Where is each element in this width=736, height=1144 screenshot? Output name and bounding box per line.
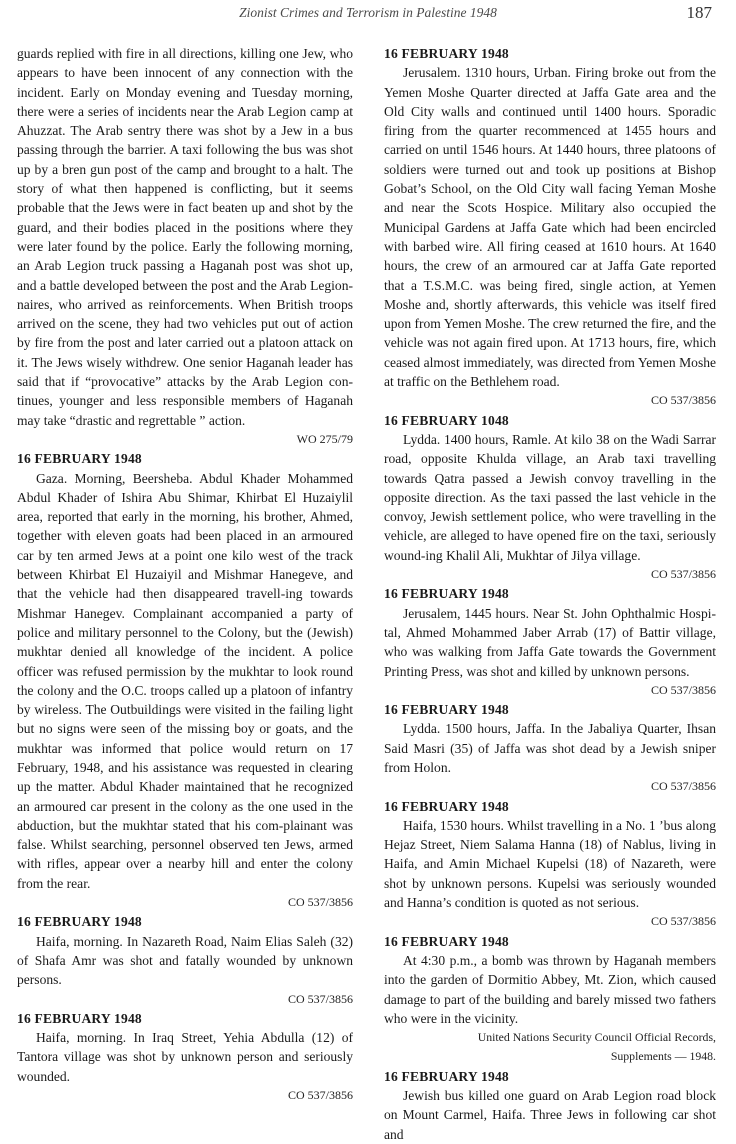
entry-date: 16 FEBRUARY 1948 — [384, 1068, 509, 1084]
entry — [384, 584, 716, 700]
archive-reference: CO 537/3856 — [650, 779, 716, 794]
entry-text: Jewish bus killed one guard on Arab Legion road block on Mount Carmel, Haifa. Three Jews in following car shot and — [384, 1088, 716, 1142]
entry-text: Haifa, morning. In Nazareth Road, Naim Elias Saleh (32) of Shafa Amr was shot and fatally wounded by unknown persons. — [17, 933, 353, 988]
entry — [384, 932, 716, 1067]
entry — [384, 44, 716, 411]
entry-text: Lydda. 1500 hours, Jaffa. In the Jabaliya Quarter, Ihsan Said Masri (35) of Jaffa was shot dead by a Jewish sniper from Holon. — [384, 721, 716, 775]
entry-date: 16 FEBRUARY 1948 — [384, 702, 509, 718]
right-column — [384, 44, 716, 1144]
source-citation: Supplements — 1948. — [610, 1049, 716, 1064]
entry-date: 16 FEBRUARY 1948 — [17, 1010, 142, 1026]
archive-reference: CO 537/3856 — [650, 914, 716, 929]
entry-date: 16 FEBRUARY 1948 — [384, 586, 509, 602]
entry-text: Lydda. 1400 hours, Ramle. At kilo 38 on the Wadi Sarrar road, opposite Khulda village, an Arab taxi travelling towards Qatra passed a Jewish convoy travelling in the opposite direction. As the taxi passed the last vehicle in the convoy, Jewish settlement police, who were travelling in the vehicle, are alleged to have opened fire on the taxi, seriously wound-ing Khalil Ali, Mukhtar of Jilya village. — [384, 431, 716, 563]
source-citation: United Nations Security Council Official Records, — [477, 1030, 716, 1045]
page-header — [0, 0, 736, 36]
archive-reference: CO 537/3856 — [287, 1088, 353, 1103]
entry — [384, 411, 716, 585]
entry-text: Jerusalem. 1310 hours, Urban. Firing broke out from the Yemen Moshe Quarter directed at Jaffa Gate area and the Old City walls and continued until 1400 hours. Sporadic firing from the quarter recommenced at 1455 hours and carried on until 1546 hours. At 1440 hours, three platoons of soldiers were turned out and took up positions at Bishop Gobat’s School, on the Old City wall facing Yeman Moshe and near the Scots Hospice. Military also occupied the Municipal Gardens at Jaffa Gate which had been encircled with barbed wire. All firing ceased at 1610 hours. At 1640 hours, the crew of an armoured car at Jaffa Gate reported that a T.S.M.C. was being fired, single action, at Yemen Moshe and, shortly afterwards, this vehicle was itself fired upon from Yemen Moshe. The crew returned the fire, and the vehicle was not again fired upon. At 1713 hours, fire, which ceased almost immediately, was directed from Yemen Moshe at traffic on the Bethlehem road. — [384, 65, 716, 390]
entry-date: 16 FEBRUARY 1048 — [384, 412, 509, 428]
entry — [384, 1067, 716, 1144]
entry-text: At 4:30 p.m., a bomb was thrown by Haganah members into the garden of Dormitio Abbey, Mt. Zion, which caused damage to part of the building and barely missed two fathers who were in the vicinity. — [384, 952, 716, 1026]
archive-reference: CO 537/3856 — [287, 991, 353, 1006]
continued-paragraph: guards replied with fire in all directions, killing one Jew, who appears to have been innocent of any connection with the incident. Early on Monday evening and Tuesday morning, there were a series of incidents near the Arab Legion camp at Ahuzzat. The Arab sentry there was shot by a Jew in a bus passing through the barrier. A taxi following the bus was shot up by a bren gun post of the camp and brought to a halt. The story of what then happened is conflicting, but it seems probable that the Jews were in fact beaten up and shot by the guard, and their bodies placed in the positions where they were later found by the police. Early the following morning, an Arab Legion truck passing a Haganah post was shot up, and a battle developed between the post and the Arab Legion-naires, who arrived as reinforcements. When British troops arrived on the scene, they had two vehicles put out of action by fire from the post and later carried out a platoon attack on it. The Jews wisely withdrew. One senior Haganah leader has said that if “provocative” attacks by the Arab Legion con-tinues, younger and less responsible members of Haganah may take “drastic and regrettable ” action. — [17, 46, 353, 428]
archive-reference: CO 537/3856 — [650, 393, 716, 408]
page-number: 187 — [686, 3, 712, 22]
entry — [17, 449, 353, 912]
entry-text: Jerusalem, 1445 hours. Near St. John Ophthalmic Hospi-tal, Ahmed Mohammed Jaber Arrab (17) of Battir village, who was walking from Jaffa Gate towards the Government Printing Press, was shot and killed by unknown persons. — [384, 605, 716, 679]
archive-reference: CO 537/3856 — [287, 895, 353, 910]
entry-date: 16 FEBRUARY 1948 — [384, 798, 509, 814]
entry — [17, 1009, 353, 1105]
entry-date: 16 FEBRUARY 1948 — [384, 933, 509, 949]
entry-date: 16 FEBRUARY 1948 — [384, 46, 509, 61]
entry — [384, 700, 716, 796]
entry — [17, 912, 353, 1008]
entry-text: Haifa, 1530 hours. Whilst travelling in a No. 1 ’bus along Hejaz Street, Niem Salama Hanna (18) of Nablus, living in Haifa, and Amin Michael Kupelsi (18) of Nazareth, were shot by unknown persons. Kupelsi was seriously wounded and Hanna’s condition is quoted as not serious. — [384, 817, 716, 911]
entry-text: Haifa, morning. In Iraq Street, Yehia Abdulla (12) of Tantora village was shot by unknown person and seriously wounded. — [17, 1030, 353, 1084]
archive-reference: CO 537/3856 — [650, 567, 716, 582]
entry — [384, 797, 716, 932]
archive-reference: WO 275/79 — [296, 431, 353, 446]
entry-text: Gaza. Morning, Beersheba. Abdul Khader Mohammed Abdul Khader of Ishira Abu Shimar, Khirbat El Huzaiylil area, reported that early in the morning, his brother, Ahmed, together with eleven goats had been placed in an armoured car by ten armed Jews at a point one kilo west of the track between Khirbat El Huzaiyil and Mishmar Hanegeve, and that the vehicle had then disappeared travell-ing towards Mishmar Hanegev. Complainant accompanied a party of police and military personnel to the Colony, but the (Jewish) mukhtar denied all knowledge of the incident. A police officer was refused permission by the mukhtar to look round the colony and the O.C. troops called up a platoon of infantry by wireless. The Outbuildings were visited in the failing light but no signs were seen of the missing boy or goats, and the mukhtar was informed that police would return on 17 February, 1948, and his assistance was requested in clearing up the matter. Abdul Khader maintained that he recognized an armoured car present in the colony as the one used in the abduction, but the mukhtar stated that his com-plainant was false. Whilst searching, personnel observed ten Jews, armed with rifles, appear over a nearby hill and enter the colony from the rear. — [17, 470, 353, 891]
archive-reference: CO 537/3856 — [650, 682, 716, 697]
running-title: Zionist Crimes and Terrorism in Palestine 1948 — [239, 5, 497, 20]
entry-date: 16 FEBRUARY 1948 — [17, 451, 142, 467]
entry-date: 16 FEBRUARY 1948 — [17, 914, 142, 930]
left-column — [17, 44, 353, 1105]
